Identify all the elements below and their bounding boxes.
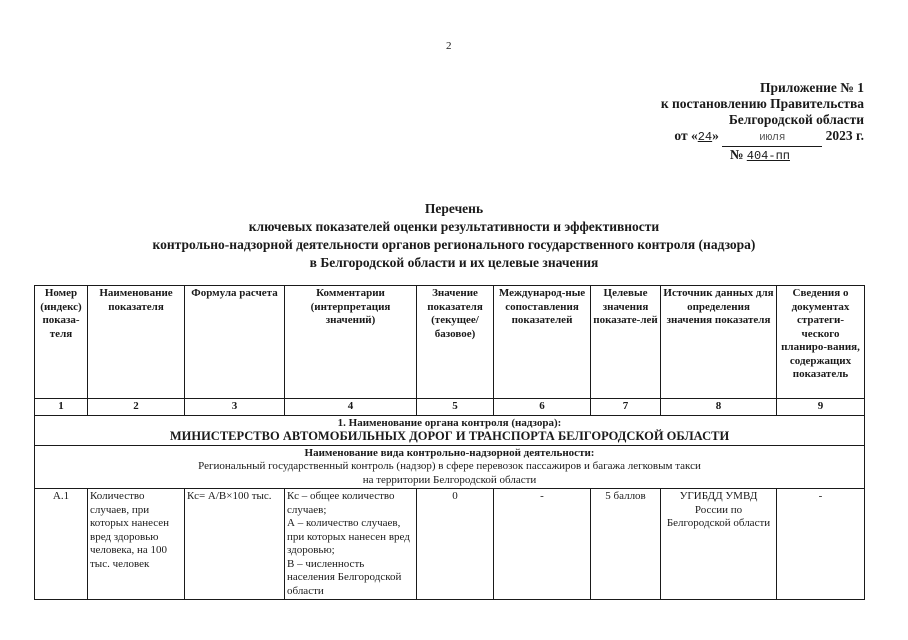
header-cell: Наименование показателя [88, 286, 185, 399]
column-number-row [35, 399, 865, 416]
row-intl: - [494, 489, 591, 600]
row-name: Количество случаев, при которых нанесен вред здоровью человека, на 100 тыс. человек [88, 489, 185, 600]
column-number: 7 [591, 399, 661, 416]
table-row [35, 489, 865, 600]
org-cell [35, 415, 865, 445]
row-docs: - [777, 489, 865, 600]
appendix-decree: к постановлению Правительства [660, 96, 864, 111]
appendix-date [584, 128, 864, 147]
comment-line-3: В – численность населения Белгородской области [287, 557, 402, 597]
title-line-1: Перечень [424, 201, 484, 216]
row-target: 5 баллов [591, 489, 661, 600]
appendix-number [584, 147, 864, 164]
title-line-4: в Белгородской области и их целевые значения [309, 255, 599, 270]
org-label: 1. Наименование органа контроля (надзора): [337, 416, 562, 429]
column-number: 4 [285, 399, 417, 416]
column-number: 5 [417, 399, 494, 416]
column-number: 8 [661, 399, 777, 416]
header-cell: Сведения о документах стратеги-ческого планиро-вания, содержащих показатель [777, 286, 865, 399]
row-comment [285, 489, 417, 600]
page-number: 2 [446, 40, 452, 52]
indicators-table [34, 285, 865, 600]
header-cell: Значение показателя (текущее/ базовое) [417, 286, 494, 399]
activity-line-2: на территории Белгородской области [362, 473, 537, 486]
header-cell: Формула расчета [185, 286, 285, 399]
document-title [0, 200, 908, 272]
date-prefix: от « [674, 128, 698, 143]
appendix-block [584, 80, 864, 164]
column-number: 2 [88, 399, 185, 416]
number-prefix: № [729, 147, 744, 162]
activity-line-1: Региональный государственный контроль (надзор) в сфере перевозок пассажиров и багажа легковым такси [198, 460, 701, 472]
appendix-region: Белгородской области [728, 112, 864, 127]
column-number: 9 [777, 399, 865, 416]
column-number: 6 [494, 399, 591, 416]
activity-label: Наименование вида контрольно-надзорной деятельности: [304, 446, 595, 459]
row-formula: Кс= А/В×100 тыс. [185, 489, 285, 600]
date-month: июля [722, 130, 822, 147]
org-row [35, 415, 865, 445]
title-line-3: контрольно-надзорной деятельности органов регионального государственного контроля (надзора) [152, 237, 756, 252]
header-cell: Комментарии (интерпретация значений) [285, 286, 417, 399]
row-value: 0 [417, 489, 494, 600]
appendix-title: Приложение № 1 [760, 80, 864, 95]
date-year: 2023 г. [825, 128, 864, 143]
header-cell: Международ-ные сопоставления показателей [494, 286, 591, 399]
comment-line-2: А – количество случаев, при которых нанесен вред здоровью; [287, 517, 410, 556]
header-cell: Источник данных для определения значения показателя [661, 286, 777, 399]
activity-cell [35, 445, 865, 489]
title-line-2: ключевых показателей оценки результативности и эффективности [248, 219, 660, 234]
date-day: 24 [697, 130, 713, 144]
date-mid: » [712, 128, 719, 143]
comment-line-1: Кс – общее количество случаев; [287, 490, 395, 516]
header-cell: Номер (индекс) показа-теля [35, 286, 88, 399]
number-value: 404-пп [746, 149, 790, 163]
column-number: 1 [35, 399, 88, 416]
header-row [35, 286, 865, 399]
org-name: МИНИСТЕРСТВО АВТОМОБИЛЬНЫХ ДОРОГ И ТРАНСПОРТА БЕЛГОРОДСКОЙ ОБЛАСТИ [169, 429, 730, 443]
activity-row [35, 445, 865, 489]
row-index: А.1 [35, 489, 88, 600]
row-source: УГИБДД УМВД России по Белгородской области [661, 489, 777, 600]
header-cell: Целевые значения показате-лей [591, 286, 661, 399]
column-number: 3 [185, 399, 285, 416]
